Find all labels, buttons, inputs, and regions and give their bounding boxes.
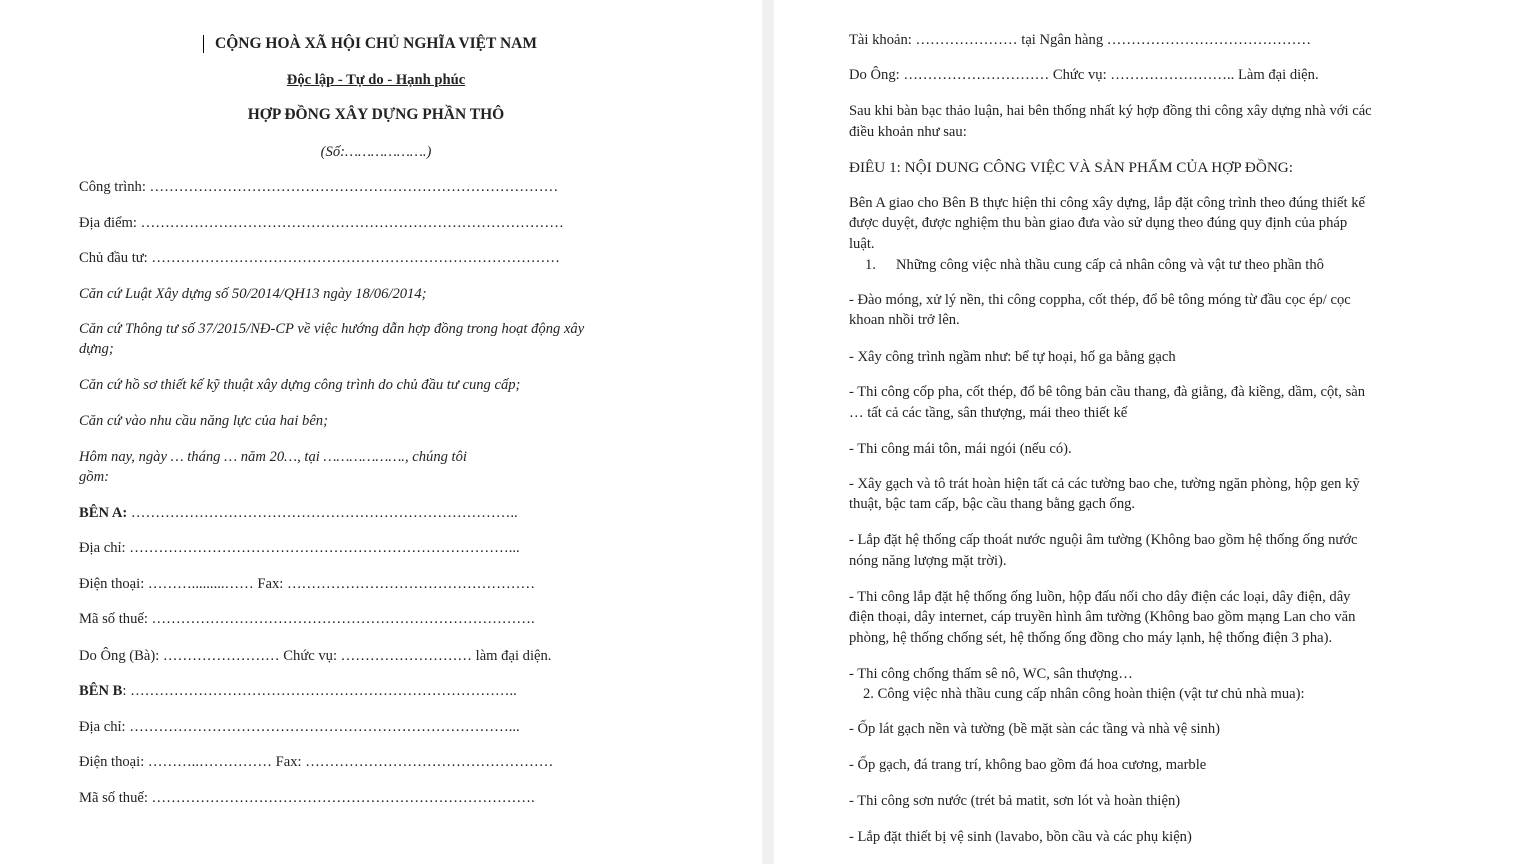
party-b-representative: Do Ông: ………………………… Chức vụ: …………………….. Làm đại diện. xyxy=(849,67,1319,83)
bullet-3-line2: … tất cả các tầng, sân thượng, mái theo thiết kế xyxy=(849,405,1128,421)
field-cong-trinh: Công trình: ………………………………………………………………………… xyxy=(79,179,559,195)
bullet-3-line1: - Thi công cốp pha, cốt thép, đổ bê tông bản cầu thang, đà giằng, đà kiềng, dầm, cột, sàn xyxy=(849,384,1366,400)
legal-basis-1: Căn cứ Luật Xây dựng số 50/2014/QH13 ngày 18/06/2014; xyxy=(79,286,427,302)
intro-line1: Sau khi bàn bạc thảo luận, hai bên thống nhất ký hợp đồng thi công xây dựng nhà với các xyxy=(849,103,1372,119)
article-1-para-line2: được duyệt, được nghiệm thu bàn giao đưa vào sử dụng theo đúng quy định của pháp xyxy=(849,215,1348,231)
legal-basis-3: Căn cứ hồ sơ thiết kế kỹ thuật xây dựng công trình do chủ đầu tư cung cấp; xyxy=(79,377,521,393)
finishing-2: - Ốp gạch, đá trang trí, không bao gồm đá hoa cương, marble xyxy=(849,757,1207,773)
date-place-line2: gồm: xyxy=(79,469,109,485)
bullet-6-line1: - Lắp đặt hệ thống cấp thoát nước nguội âm tường (Không bao gồm hệ thống ống nước xyxy=(849,532,1358,548)
party-a-line xyxy=(79,503,518,523)
article-1-para-line3: luật. xyxy=(849,236,875,252)
party-a-address: Địa chỉ: ……………………………………………………………………... xyxy=(79,540,520,556)
article-1-heading: ĐIÊU 1: NỘI DUNG CÔNG VIỆC VÀ SẢN PHẨM CỦA HỢP ĐỒNG: xyxy=(849,159,1293,176)
bullet-8: - Thi công chống thấm sê nô, WC, sân thượng… xyxy=(849,666,1133,682)
finishing-4: - Lắp đặt thiết bị vệ sinh (lavabo, bồn cầu và các phụ kiện) xyxy=(849,829,1192,845)
bullet-7-line1: - Thi công lắp đặt hệ thống ống luồn, hộp đấu nối cho dây điện các loại, dây điện, dây xyxy=(849,589,1351,605)
party-b-label: BÊN B xyxy=(79,683,123,699)
republic-heading: CỘNG HOÀ XÃ HỘI CHỦ NGHĨA VIỆT NAM xyxy=(215,35,537,52)
party-b-phone-fax: Điện thoại: ………..…………… Fax: …………………………………………… xyxy=(79,754,554,770)
motto: Độc lập - Tự do - Hạnh phúc xyxy=(286,72,466,88)
item-1-text: Những công việc nhà thầu cung cấp cả nhân công và vật tư theo phần thô xyxy=(896,257,1324,273)
party-b-tax-code: Mã số thuế: ……………………………………………………………………. xyxy=(79,790,535,806)
finishing-1: - Ốp lát gạch nền và tường (bề mặt sàn các tầng và nhà vệ sinh) xyxy=(849,721,1221,737)
date-place-line1: Hôm nay, ngày … tháng … năm 20…, tại ………………., chúng tôi xyxy=(79,449,467,465)
intro-line2: điều khoản như sau: xyxy=(849,124,967,140)
party-b-line xyxy=(79,681,517,701)
bank-account: Tài khoản: ………………… tại Ngân hàng …………………………………… xyxy=(849,32,1312,48)
article-1-para-line1: Bên A giao cho Bên B thực hiện thi công xây dựng, lắp đặt công trình theo đúng thiết kế xyxy=(849,195,1365,211)
field-chu-dau-tu: Chủ đầu tư: ………………………………………………………………………… xyxy=(79,250,560,266)
bullet-5-line1: - Xây gạch và tô trát hoàn hiện tất cả các tường bao che, tường ngăn phòng, hộp gen kỹ xyxy=(849,476,1360,492)
bullet-1-line1: - Đào móng, xử lý nền, thi công coppha, cốt thép, đổ bê tông móng từ đầu cọc ép/ cọc xyxy=(849,292,1351,308)
legal-basis-2-line2: dựng; xyxy=(79,341,114,357)
document-page-left xyxy=(0,0,762,864)
party-a-name-dots: …………………………………………………………………….. xyxy=(127,505,518,521)
item-2: 2. Công việc nhà thầu cung cấp nhân công hoàn thiện (vật tư chủ nhà mua): xyxy=(863,686,1305,702)
document-page-right xyxy=(774,0,1536,864)
legal-basis-2-line1: Căn cứ Thông tư số 37/2015/NĐ-CP về việc hướng dẫn hợp đồng trong hoạt động xây xyxy=(79,321,585,337)
bullet-4: - Thi công mái tôn, mái ngói (nếu có). xyxy=(849,441,1072,457)
legal-basis-4: Căn cứ vào nhu cầu năng lực của hai bên; xyxy=(79,413,328,429)
bullet-1-line2: khoan nhồi trở lên. xyxy=(849,312,960,328)
finishing-3: - Thi công sơn nước (trét bả matit, sơn lót và hoàn thiện) xyxy=(849,793,1181,809)
contract-number: (Số:……………….) xyxy=(320,144,432,160)
bullet-7-line3: phòng, hệ thống chống sét, hệ thống ống đồng cho máy lạnh, hệ thống điện 3 pha). xyxy=(849,630,1333,646)
bullet-6-line2: nóng năng lượng mặt trời). xyxy=(849,553,1007,569)
field-dia-diem: Địa điểm: …………………………………………………………………………… xyxy=(79,215,564,231)
party-a-tax-code: Mã số thuế: ……………………………………………………………………. xyxy=(79,611,535,627)
bullet-7-line2: điện thoại, dây internet, cáp truyền hình âm tường (Không bao gồm mạng Lan cho văn xyxy=(849,609,1356,625)
bullet-5-line2: thuật, bậc tam cấp, bậc cầu thang bằng gạch ống. xyxy=(849,496,1136,512)
item-1-number: 1. xyxy=(865,257,876,273)
contract-title: HỢP ĐỒNG XÂY DỰNG PHẦN THÔ xyxy=(247,106,505,123)
party-b-address: Địa chỉ: ……………………………………………………………………... xyxy=(79,719,520,735)
party-b-name-dots: : …………………………………………………………………….. xyxy=(122,683,517,699)
party-a-phone-fax: Điện thoại: ……….........…… Fax: …………………………………………… xyxy=(79,576,536,592)
party-a-label: BÊN A: xyxy=(79,505,128,521)
bullet-2: - Xây công trình ngầm như: bể tự hoại, hố ga bằng gạch xyxy=(849,349,1176,365)
party-a-representative: Do Ông (Bà): …………………… Chức vụ: ……………………… làm đại diện. xyxy=(79,648,552,664)
